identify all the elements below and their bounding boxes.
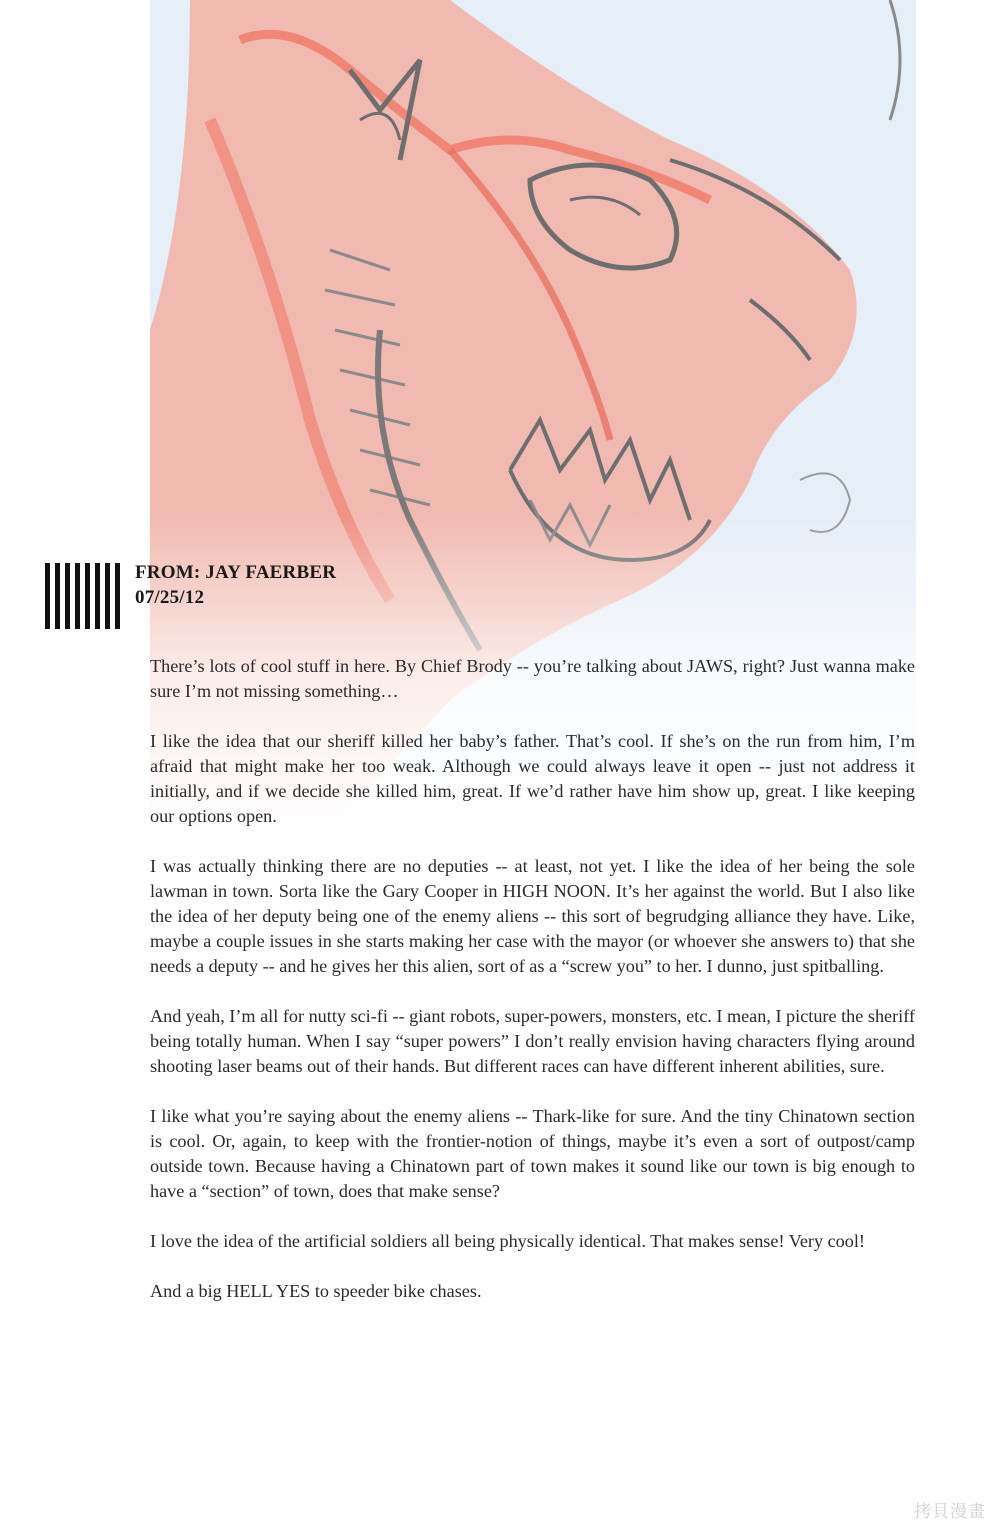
bar-mark <box>115 563 120 629</box>
paragraph: I was actually thinking there are no deputies -- at least, not yet. I like the idea of her being the sole lawman in town. Sorta like the Gary Cooper in HIGH NOON. It’s her against the world. But I also like the idea of her deputy being one of the enemy aliens -- this sort of begrudging alliance they have. Like, maybe a couple issues in she starts making her case with the mayor (or whoever she answers to) that she needs a deputy -- and he gives her this alien, sort of as a “screw you” to her. I dunno, just spitballing. <box>150 856 915 976</box>
paragraph: I love the idea of the artificial soldiers all being physically identical. That makes sense! Very cool! <box>150 1231 865 1251</box>
bar-mark <box>75 563 80 629</box>
bar-mark <box>65 563 70 629</box>
paragraph: There’s lots of cool stuff in here. By Chief Brody -- you’re talking about JAWS, right? Just wanna make sure I’m not missing something… <box>150 656 915 701</box>
letter-header <box>135 560 336 610</box>
bar-mark <box>85 563 90 629</box>
bar-mark <box>45 563 50 629</box>
paragraph: And a big HELL YES to speeder bike chases. <box>150 1281 482 1301</box>
watermark-text: 拷貝漫畫 <box>914 1502 986 1522</box>
paragraph: I like what you’re saying about the enemy aliens -- Thark-like for sure. And the tiny Chinatown section is cool. Or, again, to keep with the frontier-notion of things, maybe it’s even a sort of outpost/camp outside town. Because having a Chinatown part of town makes it sound like our town is big enough to have a “section” of town, does that make sense? <box>150 1106 915 1201</box>
paragraph: And yeah, I’m all for nutty sci-fi -- giant robots, super-powers, monsters, etc. I mean, I picture the sheriff being totally human. When I say “super powers” I don’t really envision having characters flying around shooting laser beams out of their hands. But different races can have different inherent abilities, sure. <box>150 1006 915 1076</box>
bar-mark <box>95 563 100 629</box>
date-line: 07/25/12 <box>135 587 205 608</box>
paragraph: I like the idea that our sheriff killed her baby’s father. That’s cool. If she’s on the run from him, I’m afraid that might make her too weak. Although we could always leave it open -- just not address it initially, and if we decide she killed him, great. If we’d rather have him show up, great. I like keeping our options open. <box>150 731 915 826</box>
letter-body <box>150 654 915 1329</box>
barcode-decoration <box>45 563 120 629</box>
from-line: FROM: JAY FAERBER <box>135 562 337 583</box>
bar-mark <box>55 563 60 629</box>
bar-mark <box>105 563 110 629</box>
